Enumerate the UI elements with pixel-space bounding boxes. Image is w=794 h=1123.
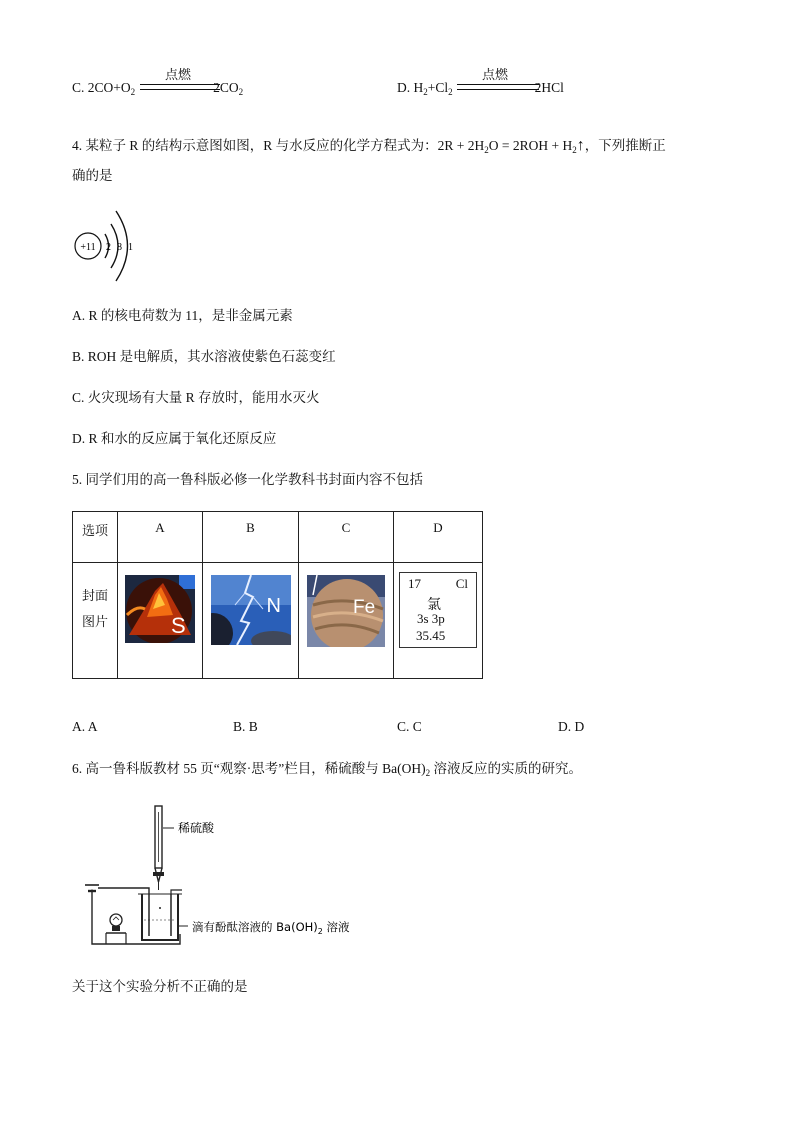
cover-a bbox=[118, 563, 203, 679]
q4-equation: $2R + 2H_2O = 2ROH$ + $H_2↑$ bbox=[437, 137, 585, 155]
cover-letter: S bbox=[171, 613, 186, 638]
cover-letter: Fe bbox=[353, 597, 376, 618]
q5-answer-d: D. D bbox=[558, 719, 585, 734]
q3c-condition: 点燃 bbox=[165, 67, 192, 82]
circuit-wire bbox=[92, 888, 180, 944]
q3d-equal-sign bbox=[457, 84, 539, 90]
q5-answer-a: A. A bbox=[72, 719, 98, 734]
q4-option-b: B. ROH 是电解质，其水溶液使紫色石蕊变红 bbox=[72, 349, 336, 364]
q6-question: 关于这个实验分析不正确的是 bbox=[72, 979, 248, 994]
q3c-equal-sign bbox=[140, 84, 220, 90]
header-d: D bbox=[394, 512, 483, 563]
cover-c bbox=[299, 563, 394, 679]
q4-option-c: C. 火灾现场有大量 R 存放时，能用水灭火 bbox=[72, 390, 320, 405]
header-a: A bbox=[118, 512, 203, 563]
light-bulb bbox=[106, 914, 126, 944]
q5-answer-b: B. B bbox=[233, 719, 258, 734]
header-option: 选项 bbox=[73, 512, 118, 563]
element-card-chlorine: 17 Cl 氯 3s 3p 35.45 bbox=[399, 572, 477, 648]
label-barium-hydroxide-solution: 滴有酚酞溶液的 $Ba(OH)_2$ 溶液 bbox=[192, 920, 350, 936]
cover-b bbox=[203, 563, 299, 679]
nucleus-charge: +11 bbox=[80, 242, 96, 253]
shell-electrons-3: 1 bbox=[128, 242, 133, 253]
atom-structure-diagram bbox=[72, 206, 142, 286]
label-dilute-sulfuric-acid: 稀硫酸 bbox=[178, 821, 215, 835]
q4-option-a: A. R 的核电荷数为 11，是非金属元素 bbox=[72, 308, 293, 323]
beaker bbox=[138, 894, 182, 940]
q3-option-c: C. $2CO+O_2$ $2CO_2$ bbox=[72, 80, 244, 97]
q5-answer-c: C. C bbox=[397, 719, 422, 734]
header-c: C bbox=[299, 512, 394, 563]
cover-d bbox=[394, 563, 483, 679]
q3d-condition: 点燃 bbox=[482, 67, 509, 82]
burette bbox=[153, 806, 164, 890]
q4-option-d: D. R 和水的反应属于氧化还原反应 bbox=[72, 431, 277, 446]
q6-stem: 6. 高一鲁科版教材 55 页“观察·思考”栏目，稀硫酸与 $Ba(OH)_2$ 溶液反应的实质的研究。 bbox=[72, 761, 582, 778]
q5-stem: 5. 同学们用的高一鲁科版必修一化学教科书封面内容不包括 bbox=[72, 472, 423, 487]
q4-stem-line2: 确的是 bbox=[72, 168, 113, 183]
row-label: 封面 图片 bbox=[73, 563, 118, 679]
battery bbox=[85, 885, 99, 891]
header-b: B bbox=[203, 512, 299, 563]
q5-cover-table bbox=[72, 511, 483, 679]
cover-letter: N bbox=[266, 595, 281, 617]
conductivity-experiment-diagram bbox=[82, 802, 382, 952]
q3-option-d: D. $H_2+Cl_2$ 2HCl bbox=[397, 80, 564, 97]
shell-electrons-2: 8 bbox=[117, 242, 122, 253]
shell-electrons-1: 2 bbox=[106, 242, 111, 253]
q4-stem: 4. 某粒子 R 的结构示意图如图，R 与水反应的化学方程式为：$2R + 2H_2O = 2ROH$ + $H_2↑$，下列推断正 bbox=[72, 137, 666, 155]
